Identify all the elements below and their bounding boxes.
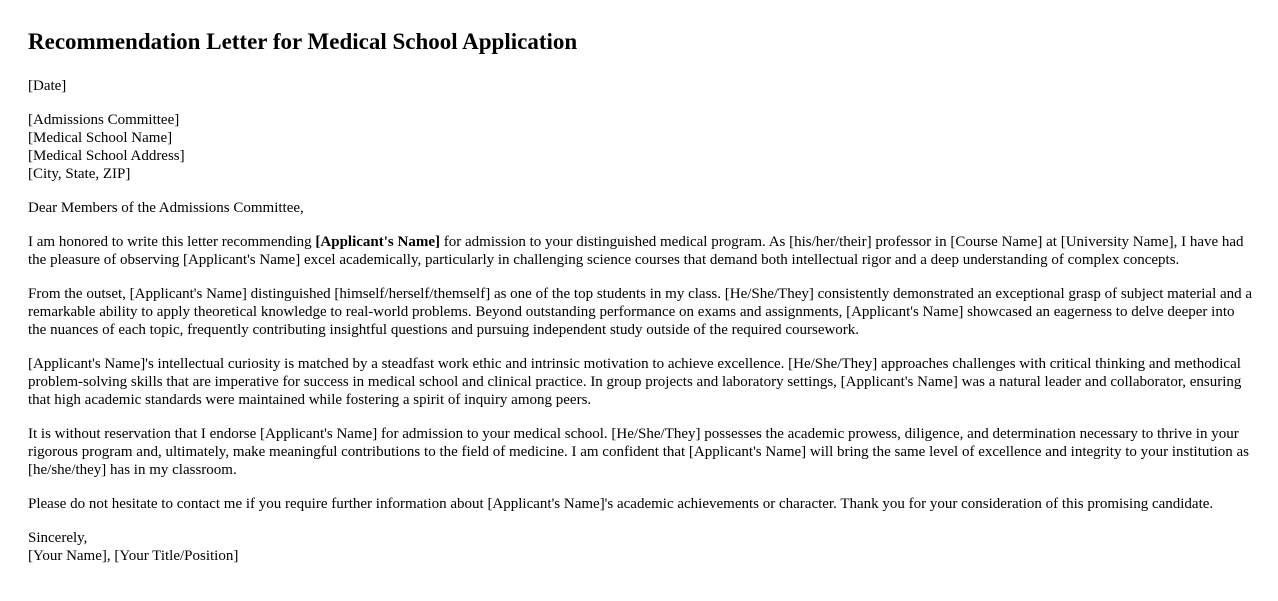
- paragraph-1-rest: for admission to your distinguished medical program. As [his/her/their] professor in [Course Name] at [University Name], I have had the pleasure of observing [Applicant's Name] excel academically, particularly in challenging science courses that demand both intellectual rigor and a deep understanding of complex concepts.: [28, 234, 1244, 268]
- applicant-name-bold: [Applicant's Name]: [315, 234, 440, 250]
- recipient-line-committee: [Admissions Committee]: [28, 112, 180, 128]
- page-title: Recommendation Letter for Medical School Application: [28, 29, 578, 54]
- recipient-line-city-state-zip: [City, State, ZIP]: [28, 166, 131, 182]
- signature-block: [28, 529, 1256, 565]
- body-paragraph-1: [28, 233, 1256, 269]
- signature: [Your Name], [Your Title/Position]: [28, 548, 239, 564]
- recipient-address: [28, 111, 1256, 183]
- body-paragraph-5: Please do not hesitate to contact me if you require further information about [Applicant's Name]'s academic achievements or character. Thank you for your consideration of this promising candidate.: [28, 496, 1214, 512]
- letter-date: [Date]: [28, 78, 67, 94]
- paragraph-1-intro: I am honored to write this letter recommending: [28, 234, 316, 250]
- body-paragraph-3: [Applicant's Name]'s intellectual curiosity is matched by a steadfast work ethic and intrinsic motivation to achieve excellence. [He/She/They] approaches challenges with critical thinking and methodical problem-solving skills that are imperative for success in medical school and clinical practice. In group projects and laboratory settings, [Applicant's Name] was a natural leader and collaborator, ensuring that high academic standards were maintained while fostering a spirit of inquiry among peers.: [28, 356, 1242, 408]
- recipient-line-school-name: [Medical School Name]: [28, 130, 173, 146]
- closing: Sincerely,: [28, 530, 88, 546]
- salutation: Dear Members of the Admissions Committee,: [28, 200, 304, 216]
- body-paragraph-2: From the outset, [Applicant's Name] distinguished [himself/herself/themself] as one of the top students in my class. [He/She/They] consistently demonstrated an exceptional grasp of subject material and a remarkable ability to apply theoretical knowledge to real-world problems. Beyond outstanding performance on exams and assignments, [Applicant's Name] showcased an eagerness to delve deeper into the nuances of each topic, frequently contributing insightful questions and pursuing independent study outside of the required coursework.: [28, 286, 1253, 338]
- body-paragraph-4: It is without reservation that I endorse [Applicant's Name] for admission to your medical school. [He/She/They] possesses the academic prowess, diligence, and determination necessary to thrive in your rigorous program and, ultimately, make meaningful contributions to the field of medicine. I am confident that [Applicant's Name] will bring the same level of excellence and integrity to your institution as [he/she/they] has in my classroom.: [28, 426, 1249, 478]
- recipient-line-school-address: [Medical School Address]: [28, 148, 185, 164]
